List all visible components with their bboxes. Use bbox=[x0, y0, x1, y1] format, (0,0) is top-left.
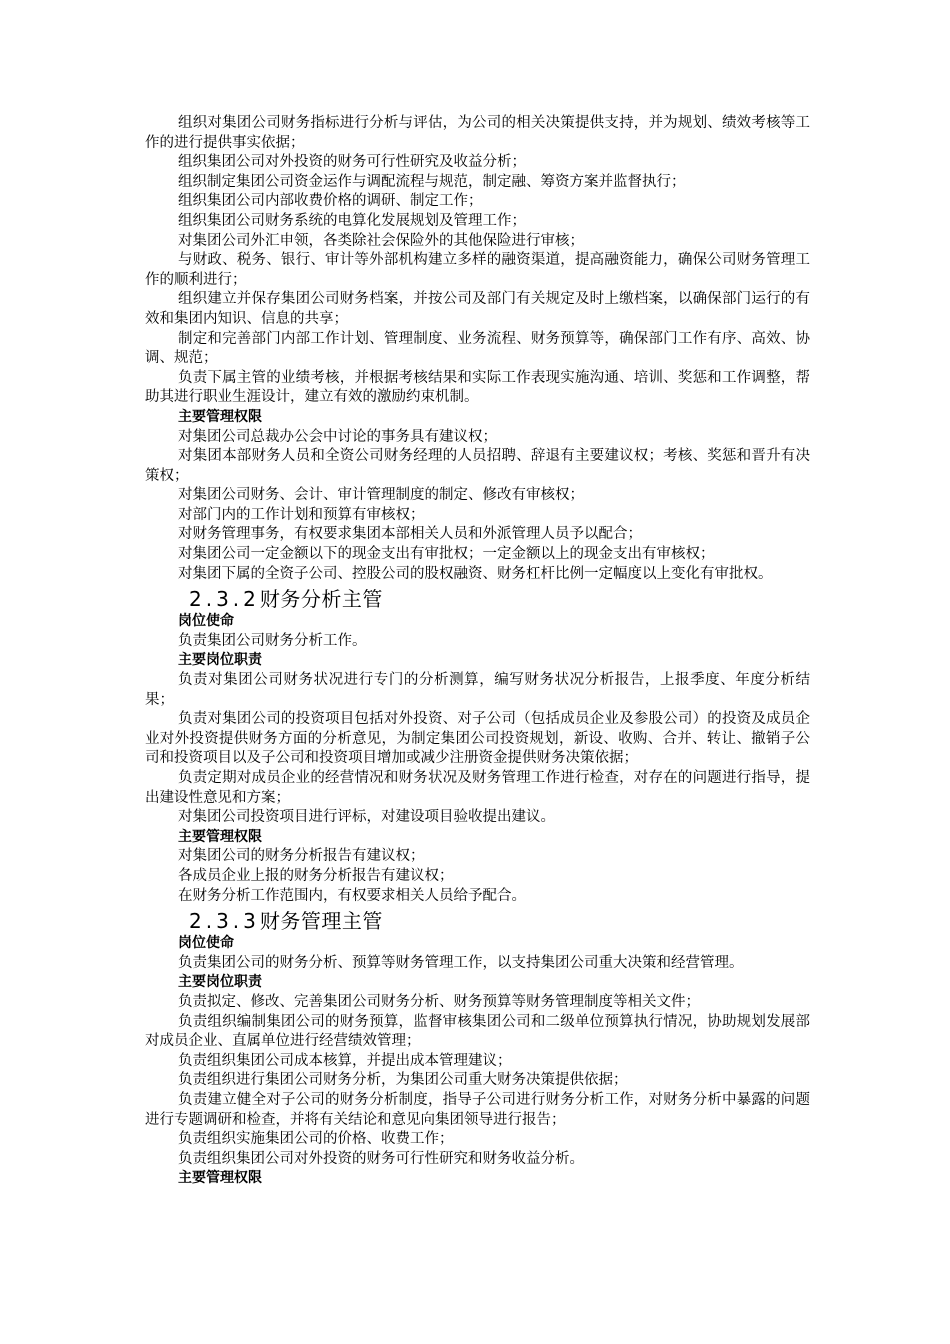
paragraph: 对财务管理事务，有权要求集团本部相关人员和外派管理人员予以配合； bbox=[178, 526, 642, 543]
paragraph: 组织集团公司对外投资的财务可行性研究及收益分析； bbox=[178, 154, 526, 171]
subsection-label: 岗位使命 bbox=[178, 613, 234, 630]
paragraph: 制定和完善部门内部工作计划、管理制度、业务流程、财务预算等，确保部门工作有序、高效、协调、规范； bbox=[145, 330, 810, 367]
paragraph: 对集团公司财务、会计、审计管理制度的制定、修改有审核权； bbox=[178, 487, 584, 504]
section-number: 2.3.3 bbox=[189, 909, 260, 934]
paragraph: 对集团公司投资项目进行评标，对建设项目验收提出建议。 bbox=[178, 809, 555, 826]
paragraph: 对集团公司外汇申领，各类除社会保险外的其他保险进行审核； bbox=[178, 232, 584, 249]
subsection-label: 主要管理权限 bbox=[178, 408, 262, 425]
paragraph: 负责对集团公司财务状况进行专门的分析测算，编写财务状况分析报告，上报季度、年度分析结果； bbox=[145, 672, 810, 708]
paragraph: 负责组织编制集团公司的财务预算，监督审核集团公司和二级单位预算执行情况，协助规划发展部对成员企业、直属单位进行经营绩效管理； bbox=[145, 1013, 810, 1050]
paragraph: 组织集团公司财务系统的电算化发展规划及管理工作； bbox=[178, 212, 526, 229]
section-heading bbox=[145, 586, 810, 612]
subsection-label: 主要管理权限 bbox=[178, 828, 262, 845]
section-number: 2.3.2 bbox=[189, 587, 260, 612]
document-body bbox=[145, 114, 810, 1189]
paragraph: 负责组织进行集团公司财务分析，为集团公司重大财务决策提供依据； bbox=[178, 1072, 628, 1089]
section-heading bbox=[145, 908, 810, 934]
paragraph: 与财政、税务、银行、审计等外部机构建立多样的融资渠道，提高融资能力，确保公司财务管理工作的顺利进行； bbox=[145, 252, 810, 288]
paragraph: 对集团公司总裁办公会中讨论的事务具有建议权； bbox=[178, 428, 497, 445]
paragraph: 对集团下属的全资子公司、控股公司的股权融资、财务杠杆比例一定幅度以上变化有审批权。 bbox=[178, 565, 773, 582]
paragraph: 各成员企业上报的财务分析报告有建议权； bbox=[178, 867, 454, 884]
subsection-label: 主要岗位职责 bbox=[178, 974, 262, 991]
paragraph: 在财务分析工作范围内，有权要求相关人员给予配合。 bbox=[178, 887, 526, 904]
section-title: 财务分析主管 bbox=[259, 587, 383, 612]
paragraph: 负责拟定、修改、完善集团公司财务分析、财务预算等财务管理制度等相关文件； bbox=[178, 993, 700, 1010]
paragraph: 对集团公司一定金额以下的现金支出有审批权；一定金额以上的现金支出有审核权； bbox=[178, 546, 715, 563]
paragraph: 组织制定集团公司资金运作与调配流程与规范，制定融、筹资方案并监督执行； bbox=[178, 173, 686, 190]
paragraph: 负责建立健全对子公司的财务分析制度，指导子公司进行财务分析工作，对财务分析中暴露的问题进行专题调研和检查，并将有关结论和意见向集团领导进行报告； bbox=[145, 1091, 810, 1128]
paragraph: 负责下属主管的业绩考核，并根据考核结果和实际工作表现实施沟通、培训、奖惩和工作调整，帮助其进行职业生涯设计，建立有效的激励约束机制。 bbox=[145, 369, 810, 406]
paragraph: 组织对集团公司财务指标进行分析与评估，为公司的相关决策提供支持，并为规划、绩效考核等工作的进行提供事实依据； bbox=[145, 115, 810, 151]
paragraph: 负责组织集团公司对外投资的财务可行性研究和财务收益分析。 bbox=[178, 1150, 584, 1167]
paragraph: 负责组织集团公司成本核算，并提出成本管理建议； bbox=[178, 1052, 512, 1069]
paragraph: 对部门内的工作计划和预算有审核权； bbox=[178, 506, 425, 523]
paragraph: 组织建立并保存集团公司财务档案，并按公司及部门有关规定及时上缴档案，以确保部门运行的有效和集团内知识、信息的共享； bbox=[145, 291, 810, 327]
paragraph: 负责定期对成员企业的经营情况和财务状况及财务管理工作进行检查，对存在的问题进行指导，提出建设性意见和方案； bbox=[145, 770, 810, 806]
paragraph: 负责对集团公司的投资项目包括对外投资、对子公司（包括成员企业及参股公司）的投资及成员企业对外投资提供财务方面的分析意见，为制定集团公司投资规划，新设、收购、合并、转让、撤销子公司和投资项目以及子公司和投资项目增加或减少注册资金提供财务决策依据； bbox=[145, 711, 810, 767]
paragraph: 对集团本部财务人员和全资公司财务经理的人员招聘、辞退有主要建议权；考核、奖惩和晋升有决策权； bbox=[145, 448, 810, 484]
paragraph: 负责组织实施集团公司的价格、收费工作； bbox=[178, 1131, 454, 1148]
subsection-label: 主要岗位职责 bbox=[178, 652, 262, 669]
paragraph: 负责集团公司财务分析工作。 bbox=[178, 632, 367, 649]
section-title: 财务管理主管 bbox=[259, 909, 383, 934]
subsection-label: 岗位使命 bbox=[178, 935, 234, 952]
paragraph: 负责集团公司的财务分析、预算等财务管理工作，以支持集团公司重大决策和经营管理。 bbox=[178, 954, 744, 971]
subsection-label: 主要管理权限 bbox=[178, 1170, 262, 1187]
paragraph: 组织集团公司内部收费价格的调研、制定工作； bbox=[178, 193, 483, 210]
paragraph: 对集团公司的财务分析报告有建议权； bbox=[178, 848, 425, 865]
